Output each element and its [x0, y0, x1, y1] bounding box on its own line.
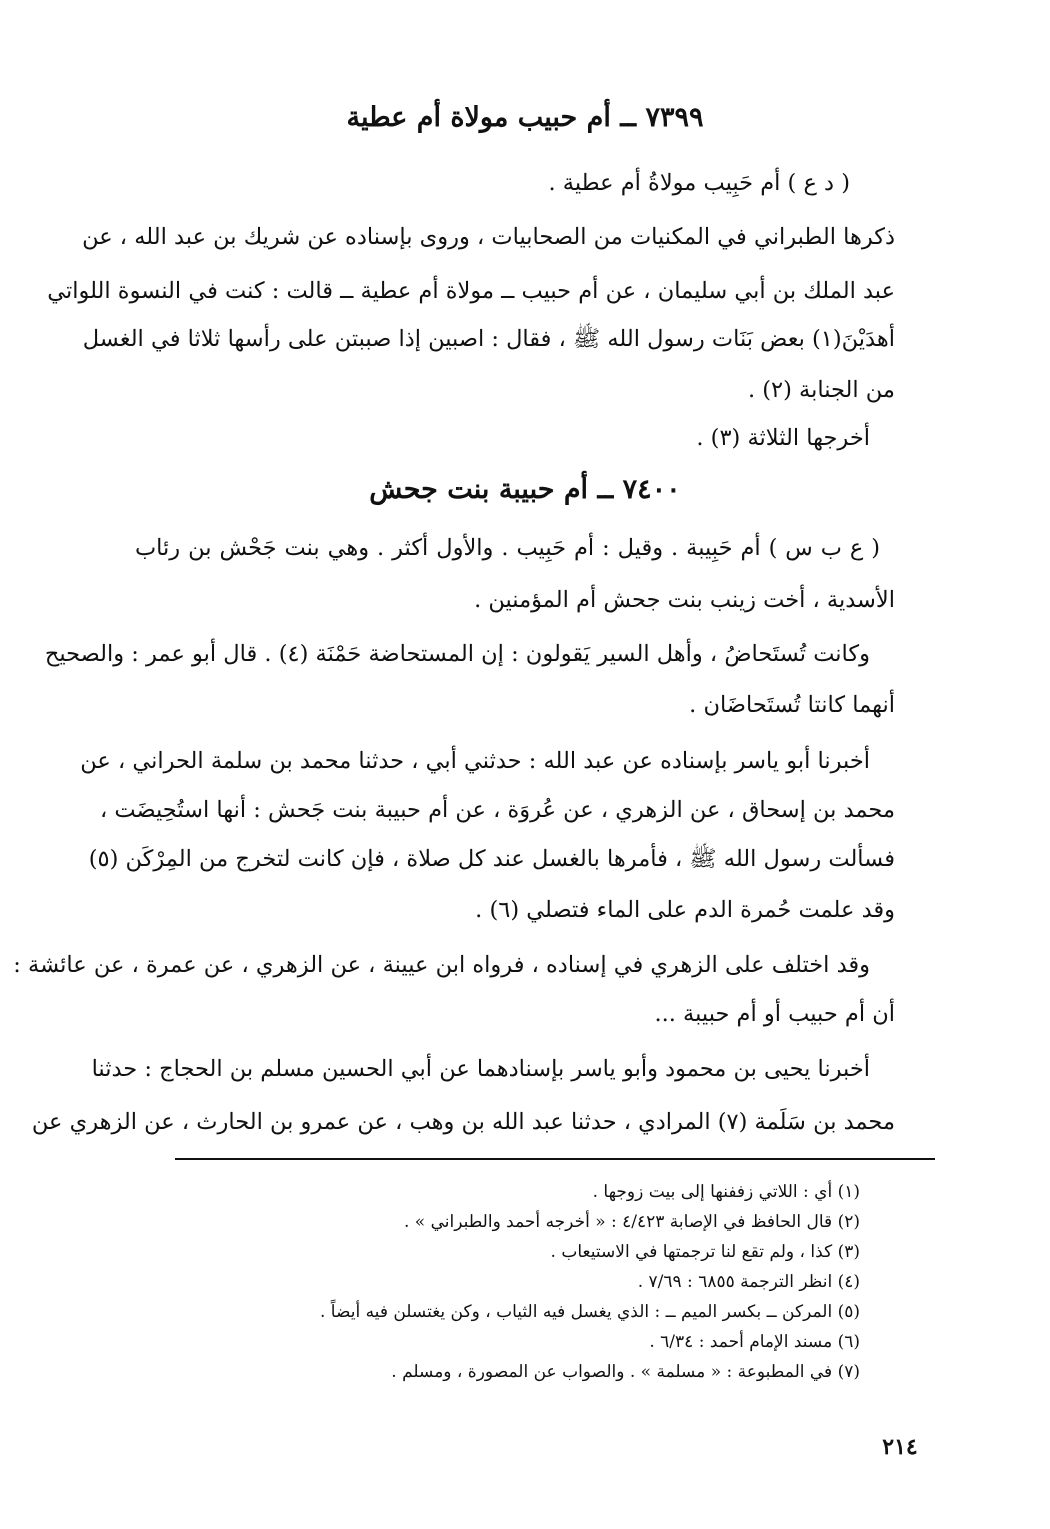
text-line: أخبرنا أبو ياسر بإسناده عن عبد الله : حدثني أبي ، حدثنا محمد بن سلمة الحراني ، عن	[80, 748, 870, 774]
text-line: ( ع ب س ) أم حَبِيبة . وقيل : أم حَبِيب . والأول أكثر . وهي بنت جَحْش بن رئاب	[135, 535, 880, 561]
text-line: وقد اختلف على الزهري في إسناده ، فرواه ابن عيينة ، عن الزهري ، عن عمرة ، عن عائشة :	[13, 952, 870, 978]
text-line: من الجنابة (٢) .	[747, 377, 895, 403]
text-line: أنهما كانتا تُستَحاضَان .	[689, 692, 895, 718]
entry-heading: ٧٤٠٠ ــ أم حبيبة بنت جحش	[369, 474, 681, 505]
text-line: ( د ع ) أم حَبِيب مولاةُ أم عطية .	[548, 170, 850, 196]
footnote: (٧) في المطبوعة : « مسلمة » . والصواب عن المصورة ، ومسلم .	[391, 1362, 860, 1382]
text-line: وقد علمت حُمرة الدم على الماء فتصلي (٦) .	[475, 897, 895, 923]
text-line: عبد الملك بن أبي سليمان ، عن أم حبيب ــ مولاة أم عطية ــ قالت : كنت في النسوة اللواتي	[47, 278, 895, 304]
footnote: (٣) كذا ، ولم تقع لنا ترجمتها في الاستيعاب .	[550, 1242, 860, 1262]
text-line: أخرجها الثلاثة (٣) .	[696, 425, 870, 451]
text-line: وكانت تُستَحاضُ ، وأهل السير يَقولون : إن المستحاضة حَمْنَة (٤) . قال أبو عمر : والصحيح	[44, 641, 870, 667]
text-line: الأسدية ، أخت زينب بنت جحش أم المؤمنين .	[474, 587, 895, 613]
footnote: (٥) المركن ــ بكسر الميم ــ : الذي يغسل فيه الثياب ، وكن يغتسلن فيه أيضاً .	[319, 1302, 860, 1322]
footnote: (٦) مسند الإمام أحمد : ٦/٣٤ .	[649, 1332, 860, 1352]
entry-heading: ٧٣٩٩ ــ أم حبيب مولاة أم عطية	[346, 102, 704, 133]
footnote-divider	[175, 1158, 935, 1160]
text-line: محمد بن إسحاق ، عن الزهري ، عن عُروَة ، عن أم حبيبة بنت جَحش : أنها استُحِيضَت ،	[100, 797, 895, 823]
text-line: أهدَيْنَ(١) بعض بَنَات رسول الله ﷺ ، فقال : اصبين إذا صببتن على رأسها ثلاثا في الغسل	[82, 326, 895, 352]
text-line: محمد بن سَلَمة (٧) المرادي ، حدثنا عبد الله بن وهب ، عن عمرو بن الحارث ، عن الزهري عن	[31, 1109, 895, 1135]
text-line: فسألت رسول الله ﷺ ، فأمرها بالغسل عند كل صلاة ، فإن كانت لتخرج من المِرْكَن (٥)	[88, 846, 895, 872]
footnote: (١) أي : اللاتي زففنها إلى بيت زوجها .	[592, 1182, 860, 1202]
footnote: (٤) انظر الترجمة ٦٨٥٥ : ٧/٦٩ .	[637, 1272, 860, 1292]
text-line: ذكرها الطبراني في المكنيات من الصحابيات ، وروى بإسناده عن شريك بن عبد الله ، عن	[82, 224, 895, 250]
page-number: ٢١٤	[882, 1434, 918, 1460]
text-line: أخبرنا يحيى بن محمود وأبو ياسر بإسنادهما عن أبي الحسين مسلم بن الحجاج : حدثنا	[91, 1056, 870, 1082]
text-line: أن أم حبيب أو أم حبيبة ...	[654, 1001, 895, 1027]
footnote: (٢) قال الحافظ في الإصابة ٤/٤٢٣ : « أخرجه أحمد والطبراني » .	[403, 1212, 860, 1232]
